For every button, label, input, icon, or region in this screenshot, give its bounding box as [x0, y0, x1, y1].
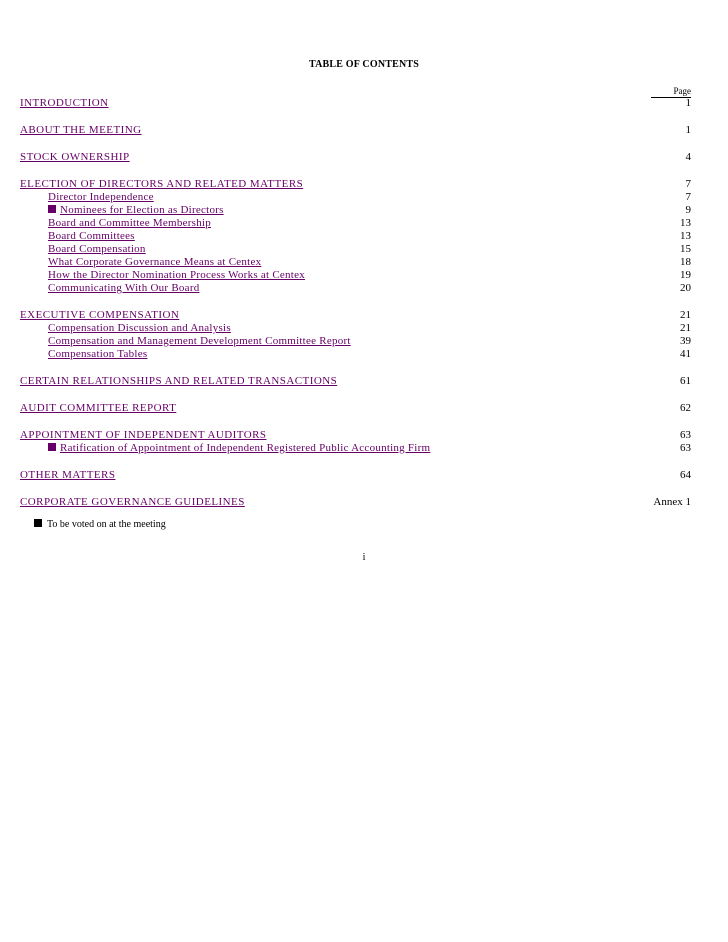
- toc-link-label: Ratification of Appointment of Independent Registered Public Accounting Firm: [60, 442, 431, 454]
- toc-page-number: 7: [685, 191, 691, 203]
- toc-page-number: 63: [680, 429, 691, 441]
- toc-link-compensation-discussion[interactable]: Compensation Discussion and Analysis: [48, 322, 231, 334]
- toc-entry-compensation-tables: [20, 348, 691, 361]
- toc-entry-executive-compensation: [20, 309, 691, 322]
- toc-link-label: Nominees for Election as Directors: [60, 204, 224, 216]
- toc-link-stock-ownership[interactable]: STOCK OWNERSHIP: [20, 151, 130, 163]
- toc-page-number: 18: [680, 256, 691, 268]
- toc-page-number: 21: [680, 322, 691, 334]
- toc-page-number: 63: [680, 442, 691, 454]
- toc-link-about-the-meeting[interactable]: ABOUT THE MEETING: [20, 124, 142, 136]
- toc-entry-compensation-committee-report: [20, 335, 691, 348]
- toc-entry-appointment-of-auditors: [20, 429, 691, 442]
- toc-entry-election-of-directors: [20, 178, 691, 191]
- toc-page-number: 7: [685, 178, 691, 190]
- toc-entry-compensation-discussion: [20, 322, 691, 335]
- toc-page-number: 64: [680, 469, 691, 481]
- toc-page-number: 13: [680, 230, 691, 242]
- toc-link-director-nomination-process[interactable]: How the Director Nomination Process Works at Centex: [48, 269, 305, 281]
- toc-entry-corporate-governance-means: [20, 256, 691, 269]
- toc-page-number: 1: [685, 97, 691, 109]
- toc-entry-stock-ownership: [20, 151, 691, 164]
- toc-page-number: 20: [680, 282, 691, 294]
- toc-entry-introduction: [20, 97, 691, 110]
- toc-page-number: 9: [685, 204, 691, 216]
- toc-entry-corporate-governance-guidelines: [20, 496, 691, 509]
- toc-link-other-matters[interactable]: OTHER MATTERS: [20, 469, 116, 481]
- toc-page-number: 1: [685, 124, 691, 136]
- voting-bullet-icon: [48, 205, 56, 213]
- toc-page-number: 61: [680, 375, 691, 387]
- toc-page-number: 4: [685, 151, 691, 163]
- toc-entry-board-and-committee-membership: [20, 217, 691, 230]
- toc-link-certain-relationships[interactable]: CERTAIN RELATIONSHIPS AND RELATED TRANSACTIONS: [20, 375, 338, 387]
- toc-link-board-and-committee-membership[interactable]: Board and Committee Membership: [48, 217, 211, 229]
- toc-page-number: 39: [680, 335, 691, 347]
- toc-link-corporate-governance-means[interactable]: What Corporate Governance Means at Centex: [48, 256, 262, 268]
- toc-page-number: Annex 1: [653, 496, 691, 508]
- toc-entry-nominees-for-election: [20, 204, 691, 217]
- toc-page-number: 62: [680, 402, 691, 414]
- voting-bullet-icon: [48, 443, 56, 451]
- table-of-contents: [20, 97, 691, 509]
- toc-page-number: 41: [680, 348, 691, 360]
- toc-link-appointment-of-auditors[interactable]: APPOINTMENT OF INDEPENDENT AUDITORS: [20, 429, 267, 441]
- legend-text: To be voted on at the meeting: [47, 519, 166, 530]
- toc-link-ratification-of-appointment[interactable]: [48, 442, 430, 455]
- toc-page-number: 13: [680, 217, 691, 229]
- toc-link-compensation-committee-report[interactable]: Compensation and Management Development Committee Report: [48, 335, 351, 347]
- toc-entry-director-independence: [20, 191, 691, 204]
- voting-legend: [34, 519, 166, 531]
- toc-link-board-compensation[interactable]: Board Compensation: [48, 243, 146, 255]
- page-column-header: Page: [651, 86, 691, 98]
- toc-entry-board-compensation: [20, 243, 691, 256]
- footer-page-number: i: [362, 552, 366, 563]
- toc-entry-ratification-of-appointment: [20, 442, 691, 455]
- toc-page-number: 19: [680, 269, 691, 281]
- toc-entry-certain-relationships: [20, 375, 691, 388]
- toc-link-communicating-with-board[interactable]: Communicating With Our Board: [48, 282, 200, 294]
- toc-link-board-committees[interactable]: Board Committees: [48, 230, 135, 242]
- toc-link-election-of-directors[interactable]: ELECTION OF DIRECTORS AND RELATED MATTERS: [20, 178, 304, 190]
- voting-bullet-icon: [34, 519, 42, 527]
- toc-link-nominees-for-election[interactable]: [48, 204, 224, 217]
- toc-link-director-independence[interactable]: Director Independence: [48, 191, 154, 203]
- page-title: TABLE OF CONTENTS: [308, 59, 420, 70]
- toc-entry-director-nomination-process: [20, 269, 691, 282]
- toc-link-compensation-tables[interactable]: Compensation Tables: [48, 348, 148, 360]
- toc-link-executive-compensation[interactable]: EXECUTIVE COMPENSATION: [20, 309, 180, 321]
- toc-link-introduction[interactable]: INTRODUCTION: [20, 97, 109, 109]
- toc-entry-audit-committee-report: [20, 402, 691, 415]
- toc-page-number: 21: [680, 309, 691, 321]
- toc-link-corporate-governance-guidelines[interactable]: CORPORATE GOVERNANCE GUIDELINES: [20, 496, 245, 508]
- toc-entry-about-the-meeting: [20, 124, 691, 137]
- toc-entry-board-committees: [20, 230, 691, 243]
- toc-entry-other-matters: [20, 469, 691, 482]
- toc-entry-communicating-with-board: [20, 282, 691, 295]
- toc-link-audit-committee-report[interactable]: AUDIT COMMITTEE REPORT: [20, 402, 177, 414]
- toc-page-number: 15: [680, 243, 691, 255]
